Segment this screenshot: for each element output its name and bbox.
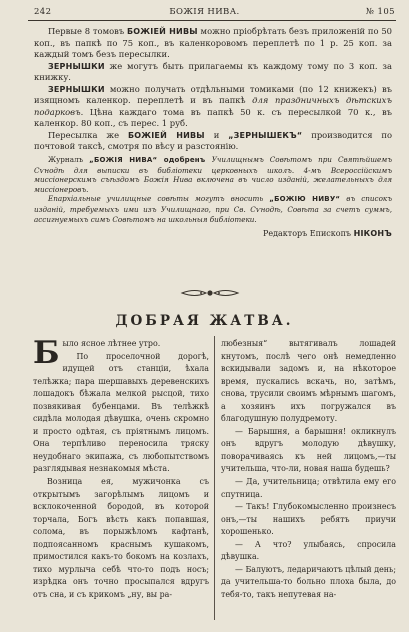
- text-run: БОЖІЕЙ НИВЫ: [127, 130, 205, 140]
- flourish-icon: [180, 286, 240, 300]
- story-paragraph: — Такъ! Глубокомысленно произнесъ онъ,—ты нашихъ ребятъ приучи хорошенько.: [221, 502, 396, 537]
- notice-paragraph: [34, 61, 392, 84]
- text-run: Пересылка же: [48, 129, 128, 140]
- text-run: „ЗЕРНЫШЕКЪ“: [228, 130, 303, 140]
- text-run: Первые 8 томовъ: [48, 26, 127, 36]
- story-paragraph: Возница ея, мужичонка съ открытымъ загорѣлымъ лицомъ и всклокоченной бородой, въ которой торчала, Богъ вѣсть какъ попавшая, солома, въ порыжѣломъ кафтанѣ, подпоясанномъ краснымъ кушакомъ, примостился какъ-то бокомъ на козлахъ, тихо мурлыча себѣ что-то подъ носъ; изрѣдка онъ точно просыпался вдругъ отъ сна, и съ крикомъ „ну, вы ра-: [33, 477, 209, 599]
- issue-number: № 105: [366, 7, 395, 17]
- approval-note: [34, 155, 392, 194]
- text-run: НІКОНЪ: [353, 229, 392, 239]
- subscription-notice: [34, 26, 392, 240]
- text-run: можно получать отдѣльными томиками (по 12 книжекъ) въ изящномъ каленкор. переплетѣ и въ папкѣ: [34, 83, 392, 106]
- notice-paragraph: [34, 84, 392, 130]
- column-divider: [214, 336, 215, 620]
- story-paragraph: — Балуютъ, ледаричаютъ цѣлый день; да учительша-то больно плоха была, до тебя-то, такъ непутевая на-: [221, 564, 396, 599]
- story-paragraph: любезныя“ вытягивалъ лошадей кнутомъ, послѣ чего онѣ немедленно вскидывали задомъ и, на нѣкоторое время, пускались вскачь, но, затѣмъ, снова, трусили своимъ мѣрнымъ шагомъ, а хозяинъ ихъ погружался въ благодушную полудремоту.: [221, 339, 396, 424]
- text-run: Журналъ: [48, 155, 90, 165]
- text-run: можно пріобрѣтать безъ приложеній по 50 коп., въ папкѣ по 75 коп., въ каленкоровомъ переплетѣ по 1 р. 25 коп. за каждый томъ безъ пересылки.: [34, 26, 392, 60]
- notice-paragraph: [34, 130, 392, 153]
- text-run: въ списокъ изданій, требуемыхъ ими изъ Училищнаго, при Св. Сѵнодѣ, Совѣта за счетъ суммъ, ассигнуемыхъ симъ Совѣтомъ на школьныя библіотеки.: [34, 194, 392, 224]
- ornament-divider: [180, 286, 240, 300]
- text-run: Редакторъ Епископъ: [262, 229, 354, 239]
- text-run: Цѣна каждаго тома въ папкѣ 50 к. съ пересылкой 70 к., въ каленкор. 80 коп., съ перес. 1 руб.: [34, 106, 392, 129]
- drop-cap: Б: [33, 335, 60, 371]
- text-run: Епархіальные училищные совѣты могутъ вносить: [48, 194, 270, 204]
- text-run: одобренъ: [157, 156, 212, 165]
- story-paragraph: — А что? улыбаясь, спросила дѣвушка.: [221, 539, 396, 562]
- running-head: [0, 7, 409, 19]
- page-number: 242: [34, 7, 52, 17]
- story-paragraph: — Барышня, а барышня! окликнулъ онъ вдругъ молодую дѣвушку, поворачиваясь къ ней лицомъ,—ты учительша, что-ли, новая наша будешь?: [221, 426, 396, 474]
- text-run: „БОЖІЯ НИВА“: [89, 156, 158, 165]
- notice-paragraph: [34, 26, 392, 61]
- council-note: [34, 194, 392, 224]
- text-run: для праздничныхъ дѣтскихъ подарковъ.: [34, 95, 392, 117]
- story-paragraph: — Да, учительница; отвѣтила ему его спутница.: [221, 477, 396, 499]
- story-opening: ыло ясное лѣтнее утро.: [62, 339, 161, 348]
- story-paragraph: По проселочной дорогѣ, идущей отъ станціи, ѣхала телѣжка; пара шершавыхъ деревенскихъ лошадокъ бѣжала мелкой рысцой, тихо позвякивая бубенцами. Въ телѣжкѣ сидѣла молодая дѣвушка, очень скромно и просто одѣтая, съ пріятнымъ лицомъ. Она терпѣливо переносила тряску неудобнаго экипажа, съ любопытствомъ разглядывая незнакомыя мѣста.: [33, 351, 209, 474]
- text-run: Училищнымъ Совѣтомъ при Святѣйшемъ Сѵнодѣ для выписки въ библіотеки церковныхъ школъ. 4-мъ Всероссійскимъ миссіонерскимъ съѣздомъ Божія Нива включена въ число изданій, желательныхъ для миссіонеровъ.: [34, 155, 393, 194]
- story-column-left: [33, 335, 209, 601]
- story-column-right: [221, 338, 396, 601]
- text-run: БОЖІЕЙ НИВЫ: [127, 27, 198, 36]
- text-run: ЗЕРНЫШКИ: [48, 84, 105, 94]
- text-run: производится по почтовой таксѣ, смотря по вѣсу и разстоянію.: [34, 129, 393, 152]
- text-run: „БОЖІЮ НИВУ“: [269, 195, 341, 204]
- text-run: и: [204, 129, 229, 140]
- editor-line: [34, 228, 392, 240]
- text-run: же могутъ быть прилагаемы къ каждому тому по 3 коп. за книжку.: [34, 60, 392, 83]
- story-paragraph: [33, 335, 209, 371]
- journal-title: БОЖІЯ НИВА.: [169, 7, 240, 17]
- header-rule: [28, 20, 396, 21]
- text-run: ЗЕРНЫШКИ: [48, 61, 105, 71]
- story-title: ДОБРАЯ ЖАТВА.: [115, 313, 294, 329]
